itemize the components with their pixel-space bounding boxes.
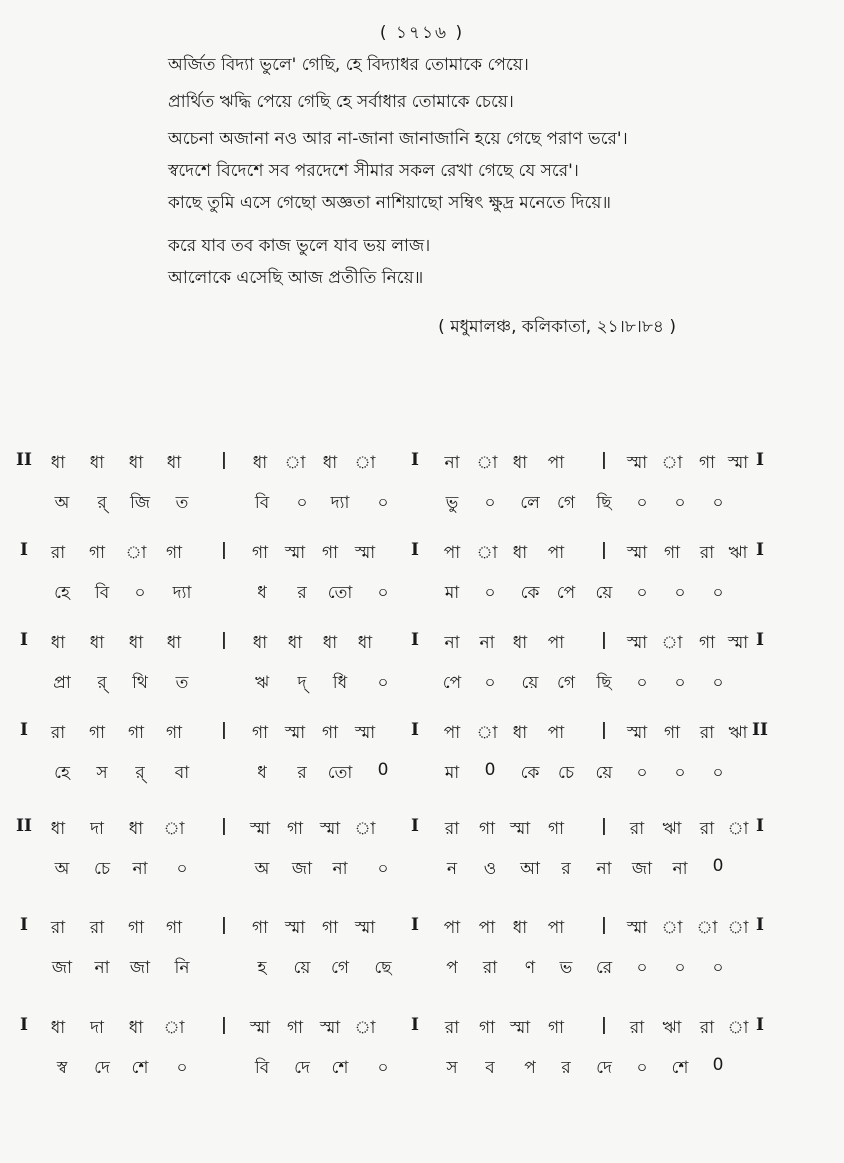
swara-note: স্মা [354,918,376,938]
swara-note: া [727,819,749,839]
lyric-syllable: ০ [176,1058,188,1078]
swara-note: স্মা [354,723,376,743]
lyric-syllable: গে [330,958,350,978]
swara-note: স্মা [626,453,648,473]
lyric-syllable: জা [291,859,313,879]
swara-note: গা [165,918,183,938]
bar-line: II [16,450,32,470]
lyric-syllable: প [524,1058,536,1078]
verse-line-4: স্বদেশে বিদেশে সব পরদেশে সীমার সকল রেখা গেছে যে সরে'। [168,161,579,181]
lyric-syllable: তো [327,763,353,783]
lyric-syllable: রে [595,958,613,978]
bar-line: | [220,915,228,935]
swara-note: গা [547,819,565,839]
lyric-syllable: 0 [712,1055,724,1075]
lyric-syllable: শে [671,1058,689,1078]
lyric-syllable: বি [254,1058,270,1078]
notation-block [0,816,844,886]
lyric-syllable: 0 [484,760,496,780]
swara-note: ঋা [728,543,748,563]
swara-note: গা [88,543,106,563]
lyric-syllable: ০ [712,958,724,978]
lyric-syllable: ০ [636,493,648,513]
lyric-syllable: ভু [445,493,459,513]
lyric-syllable: স [96,763,108,783]
bar-line: I [411,1015,419,1035]
swara-note: ঋা [728,723,748,743]
lyric-syllable: চে [557,763,575,783]
swara-note: স্মা [319,819,341,839]
lyric-syllable: য়ে [595,763,613,783]
swara-note: পা [443,543,461,563]
lyric-syllable: জি [129,493,151,513]
lyric-syllable: কে [520,763,540,783]
bar-line: II [16,816,32,836]
swara-note: গা [321,543,339,563]
lyric-syllable: য়ে [521,673,539,693]
swara-note: ঋা [662,819,682,839]
lyric-syllable: ০ [674,583,686,603]
swara-note: ধা [252,633,268,653]
lyric-syllable: ০ [674,958,686,978]
lyric-syllable: বা [174,763,190,783]
swara-row [0,816,844,844]
swara-note: গা [286,1018,304,1038]
swara-note: া [476,723,498,743]
lyric-syllable: র [561,859,571,879]
swara-note: গা [663,543,681,563]
lyric-syllable: ০ [674,763,686,783]
lyric-syllable: য়ে [595,583,613,603]
swara-note: গা [251,723,269,743]
lyric-syllable: বি [254,493,270,513]
swara-note: ধা [512,918,528,938]
lyric-syllable: লে [520,493,540,513]
swara-note: গা [88,723,106,743]
swara-row [0,630,844,658]
lyric-syllable: না [672,859,688,879]
bar-line: I [756,450,764,470]
swara-note: স্মা [509,819,531,839]
swara-note: গা [165,723,183,743]
swara-note: গা [127,918,145,938]
swara-note: গা [663,723,681,743]
swara-note: পা [547,543,565,563]
lyric-syllable: ছে [374,958,392,978]
swara-note: ধা [512,543,528,563]
lyric-syllable: তো [327,583,353,603]
lyric-syllable: নি [174,958,190,978]
lyric-syllable: র্ [135,763,145,783]
lyric-syllable: মা [444,763,460,783]
lyric-syllable: ০ [377,1058,389,1078]
swara-note: ধা [50,819,66,839]
verse-line-7: আলোকে এসেছি আজ প্রতীতি নিয়ে॥ [168,268,424,288]
swara-row [0,915,844,943]
swara-note: গা [547,1018,565,1038]
lyric-syllable: দে [294,1058,310,1078]
bar-line: I [411,540,419,560]
bar-line: I [756,816,764,836]
swara-note: ধা [512,723,528,743]
swara-note: া [354,1018,376,1038]
lyric-syllable: ধ [257,583,267,603]
lyric-syllable: ০ [674,673,686,693]
lyric-syllable: ব [485,1058,495,1078]
swara-note: ধা [128,633,144,653]
swara-note: া [661,453,683,473]
swara-note: গা [165,543,183,563]
swara-note: ধা [512,453,528,473]
swara-note: রা [629,1018,645,1038]
swara-note: ধা [166,453,182,473]
swara-note: ধা [166,633,182,653]
lyric-syllable: গে [556,673,576,693]
lyric-syllable: ০ [636,763,648,783]
swara-note: ধা [128,1018,144,1038]
verse-line-5: কাছে তুমি এসে গেছো অজ্ঞতা নাশিয়াছো সম্বিৎ ক্ষুদ্র মনেতে দিয়ে॥ [168,193,611,213]
lyric-syllable: কে [520,583,540,603]
swara-note: গা [698,633,716,653]
swara-row [0,540,844,568]
swara-note: পা [478,918,496,938]
swara-note: পা [547,633,565,653]
lyric-syllable: ত [175,673,189,693]
swara-note: না [444,633,460,653]
swara-note: ধা [50,633,66,653]
lyric-syllable: হে [54,583,70,603]
lyric-syllable: মা [444,583,460,603]
notation-block [0,540,844,610]
lyric-syllable: থি [132,673,148,693]
swara-note: া [354,819,376,839]
swara-note: স্মা [249,1018,271,1038]
lyric-syllable: পে [442,673,462,693]
swara-note: গা [251,543,269,563]
swara-note: দা [90,1018,104,1038]
lyric-syllable: ঋ [254,673,270,693]
swara-note: রা [444,1018,460,1038]
swara-note: স্মা [284,723,306,743]
lyric-syllable: অ [254,859,270,879]
swara-note: ধা [512,633,528,653]
swara-note: ধা [50,1018,66,1038]
lyric-syllable: ০ [484,673,496,693]
lyric-syllable: ধি [332,673,348,693]
swara-note: গা [321,918,339,938]
notation-block [0,720,844,790]
swara-row [0,1015,844,1043]
swara-note: গা [478,819,496,839]
lyric-syllable: ০ [377,583,389,603]
lyric-syllable: র [561,1058,571,1078]
lyric-syllable: না [132,859,148,879]
notation-block [0,915,844,985]
lyric-syllable: ০ [636,673,648,693]
swara-note: স্মা [727,633,749,653]
lyric-syllable: শে [331,1058,349,1078]
swara-note: া [661,633,683,653]
swara-note: গা [321,723,339,743]
lyric-syllable: জা [631,859,653,879]
swara-note: ধা [322,633,338,653]
swara-note: া [727,918,749,938]
bar-line: | [600,450,608,470]
lyric-syllable: জা [129,958,151,978]
bar-line: | [220,450,228,470]
swara-note: ধা [357,633,373,653]
lyric-syllable: র [297,583,307,603]
lyric-syllable: দ্ [297,673,307,693]
verse-line-2: প্রার্থিত ঋদ্ধি পেয়ে গেছি হে সর্বাধার তোমাকে চেয়ে। [168,92,514,112]
lyric-syllable: হে [54,763,70,783]
lyric-syllable: স [446,1058,458,1078]
lyric-row [0,1055,844,1083]
swara-note: পা [547,918,565,938]
lyric-syllable: অ [54,493,70,513]
swara-row [0,720,844,748]
swara-note: া [284,453,306,473]
lyric-syllable: ০ [712,763,724,783]
verse-line-6: করে যাব তব কাজ ভুলে যাব ভয় লাজ। [168,236,431,256]
swara-note: রা [50,543,66,563]
bar-line: | [220,816,228,836]
swara-note: ধা [322,453,338,473]
lyric-syllable: 0 [377,760,389,780]
bar-line: | [600,630,608,650]
swara-note: া [476,453,498,473]
verse-line-1: অর্জিত বিদ্যা ভুলে' গেছি, হে বিদ্যাধর তোমাকে পেয়ে। [168,55,529,75]
bar-line: I [756,540,764,560]
swara-note: া [354,453,376,473]
lyric-syllable: ০ [377,859,389,879]
swara-note: ধা [287,633,303,653]
lyric-syllable: 0 [712,856,724,876]
lyric-syllable: জা [51,958,73,978]
lyric-syllable: রা [482,958,498,978]
lyric-syllable: ভ [559,958,573,978]
swara-note: রা [629,819,645,839]
bar-line: | [600,915,608,935]
lyric-syllable: না [332,859,348,879]
swara-note: ধা [50,453,66,473]
swara-note: রা [444,819,460,839]
swara-note: ধা [128,453,144,473]
swara-note: া [727,1018,749,1038]
swara-note: গা [127,723,145,743]
swara-note: া [163,819,185,839]
swara-note: া [163,1018,185,1038]
bar-line: I [411,630,419,650]
lyric-syllable: অ [54,859,70,879]
notation-block [0,630,844,700]
swara-row [0,450,844,478]
lyric-syllable: ছি [596,673,612,693]
swara-note: না [479,633,495,653]
swara-note: গা [251,918,269,938]
bar-line: | [600,816,608,836]
lyric-syllable: পে [556,583,576,603]
lyric-syllable: হ [257,958,267,978]
lyric-syllable: ত [175,493,189,513]
lyric-syllable: চে [93,859,111,879]
verse-line-3: অচেনা অজানা নও আর না-জানা জানাজানি হয়ে গেছে পরাণ ভরে'। [168,129,628,149]
bar-line: I [20,630,28,650]
swara-note: স্মা [509,1018,531,1038]
lyric-syllable: ০ [674,493,686,513]
lyric-syllable: স্ব [56,1058,68,1078]
lyric-syllable: ০ [712,493,724,513]
lyric-syllable: ণ [524,958,536,978]
swara-note: রা [699,543,715,563]
lyric-syllable: শে [131,1058,149,1078]
swara-note: পা [443,918,461,938]
bar-line: | [220,1015,228,1035]
swara-note: স্মা [626,723,648,743]
swara-note: রা [89,918,105,938]
swara-note: ধা [128,819,144,839]
lyric-syllable: য়ে [293,958,311,978]
notation-block [0,450,844,520]
bar-line: I [20,915,28,935]
bar-line: | [600,720,608,740]
swara-note: পা [443,723,461,743]
lyric-row [0,955,844,983]
lyric-syllable: ০ [377,673,389,693]
song-number: ( ১৭১৬ ) [379,23,465,43]
lyric-syllable: ন [446,859,458,879]
bar-line: I [411,816,419,836]
lyric-syllable: ০ [134,583,146,603]
lyric-syllable: ছি [596,493,612,513]
lyric-syllable: ০ [712,583,724,603]
bar-line: I [411,450,419,470]
lyric-syllable: ০ [176,859,188,879]
swara-note: গা [698,453,716,473]
swara-note: া [476,543,498,563]
swara-note: স্মা [727,453,749,473]
swara-note: গা [478,1018,496,1038]
lyric-syllable: ০ [377,493,389,513]
swara-note: া [125,543,147,563]
swara-note: া [696,918,718,938]
swara-note: স্মা [626,633,648,653]
swara-note: পা [547,723,565,743]
lyric-syllable: প [446,958,458,978]
bar-line: I [20,720,28,740]
swara-note: পা [547,453,565,473]
lyric-syllable: দ্যা [172,583,192,603]
swara-note: ধা [252,453,268,473]
lyric-syllable: ০ [296,493,308,513]
lyric-syllable: ০ [712,673,724,693]
lyric-syllable: ০ [484,493,496,513]
lyric-syllable: র্ [97,673,107,693]
swara-note: স্মা [249,819,271,839]
bar-line: I [411,720,419,740]
lyric-syllable: না [94,958,110,978]
notation-block [0,1015,844,1085]
lyric-syllable: দ্যা [330,493,350,513]
bar-line: | [220,630,228,650]
swara-note: রা [699,1018,715,1038]
bar-line: I [756,630,764,650]
lyric-syllable: বি [94,583,110,603]
source-citation: ( মধুমালঞ্চ, কলিকাতা, ২১।৮।৮৪ ) [438,317,676,337]
swara-note: গা [286,819,304,839]
bar-line: | [600,1015,608,1035]
bar-line: I [20,540,28,560]
bar-line: | [600,540,608,560]
bar-line: I [20,1015,28,1035]
lyric-row [0,580,844,608]
bar-line: I [756,1015,764,1035]
swara-note: া [661,918,683,938]
swara-note: রা [50,918,66,938]
swara-note: রা [699,819,715,839]
lyric-row [0,760,844,788]
bar-line: I [411,915,419,935]
lyric-syllable: গে [556,493,576,513]
swara-note: স্মা [354,543,376,563]
lyric-syllable: র [297,763,307,783]
lyric-row [0,856,844,884]
lyric-syllable: ০ [636,1058,648,1078]
swara-note: ঋা [662,1018,682,1038]
swara-note: রা [50,723,66,743]
bar-line: | [220,720,228,740]
swara-note: স্মা [319,1018,341,1038]
lyric-syllable: ০ [636,958,648,978]
lyric-syllable: দে [94,1058,110,1078]
swara-note: না [444,453,460,473]
swara-note: ধা [89,633,105,653]
lyric-syllable: ০ [636,583,648,603]
lyric-syllable: ও [483,859,497,879]
swara-note: দা [90,819,104,839]
lyric-syllable: ধ [257,763,267,783]
lyric-row [0,670,844,698]
swara-note: ধা [89,453,105,473]
swara-note: স্মা [284,918,306,938]
bar-line: I [756,915,764,935]
lyric-syllable: দে [596,1058,612,1078]
lyric-syllable: না [596,859,612,879]
lyric-syllable: প্রা [53,673,71,693]
swara-note: স্মা [626,918,648,938]
bar-line: | [220,540,228,560]
lyric-syllable: আ [520,859,540,879]
swara-note: স্মা [284,543,306,563]
lyric-row [0,490,844,518]
lyric-syllable: ০ [484,583,496,603]
swara-note: রা [699,723,715,743]
lyric-syllable: র্ [97,493,107,513]
bar-line: II [752,720,768,740]
swara-note: স্মা [626,543,648,563]
